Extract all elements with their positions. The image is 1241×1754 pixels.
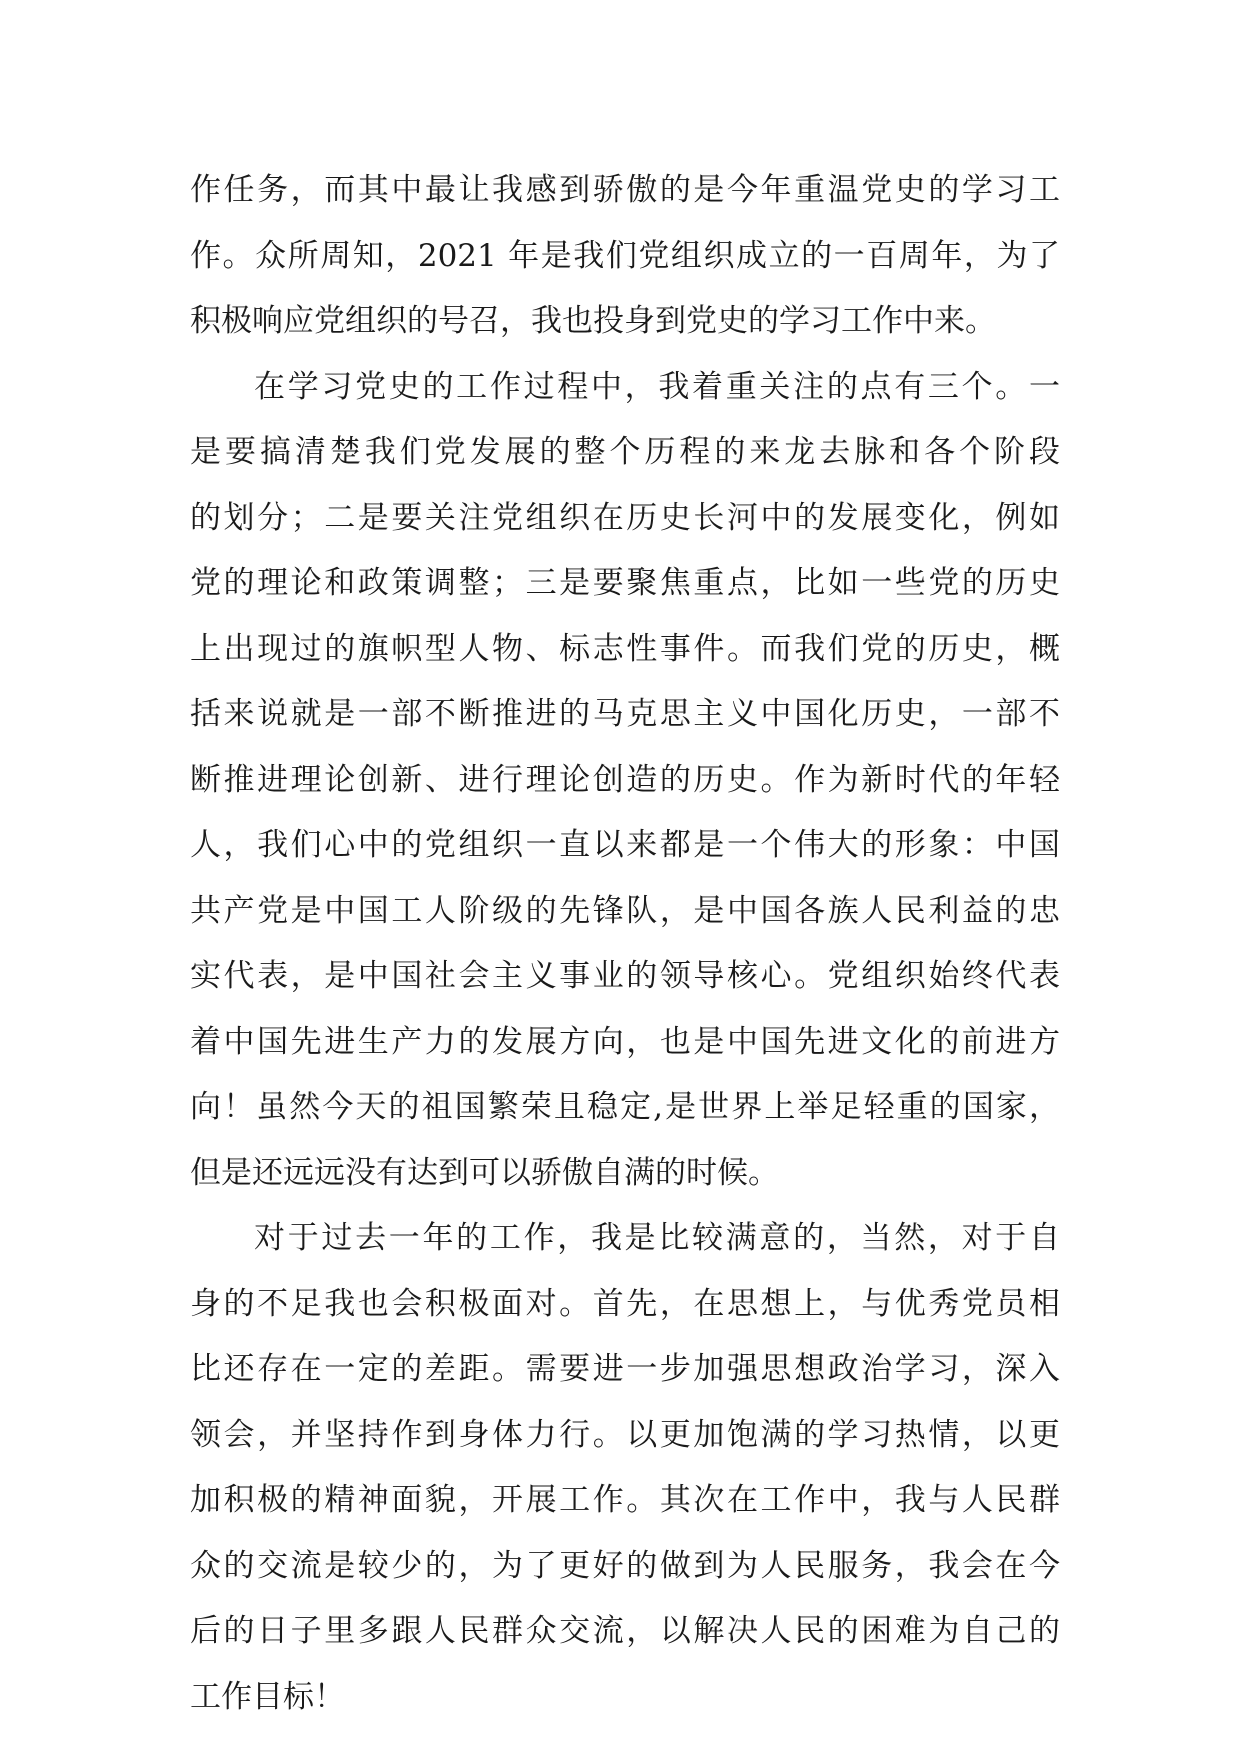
text-line: 众的交流是较少的，为了更好的做到为人民服务，我会在今: [190, 1547, 1060, 1584]
text-line: 作。众所周知，2021 年是我们党组织成立的一百周年，为了: [190, 237, 1060, 274]
text-line: 在学习党史的工作过程中，我着重关注的点有三个。一: [254, 368, 1060, 405]
text-line: 党的理论和政策调整；三是要聚焦重点，比如一些党的历史: [190, 565, 1060, 601]
text-line: 后的日子里多跟人民群众交流，以解决人民的困难为自己的: [190, 1613, 1060, 1649]
text-line: 向！虽然今天的祖国繁荣且稳定,是世界上举足轻重的国家，: [190, 1089, 1060, 1125]
text-line: 实代表，是中国社会主义事业的领导核心。党组织始终代表: [190, 958, 1060, 994]
text-line: 但是还远远没有达到可以骄傲自满的时候。: [190, 1154, 779, 1191]
text-line: 加积极的精神面貌，开展工作。其次在工作中，我与人民群: [190, 1482, 1060, 1518]
text-line: 括来说就是一部不断推进的马克思主义中国化历史，一部不: [190, 696, 1060, 732]
text-line: 人，我们心中的党组织一直以来都是一个伟大的形象：中国: [190, 827, 1060, 863]
text-line: 领会，并坚持作到身体力行。以更加饱满的学习热情，以更: [190, 1416, 1060, 1453]
text-line: 上出现过的旗帜型人物、标志性事件。而我们党的历史，概: [190, 630, 1060, 667]
text-line: 作任务，而其中最让我感到骄傲的是今年重温党史的学习工: [190, 172, 1060, 208]
text-line: 是要搞清楚我们党发展的整个历程的来龙去脉和各个阶段: [190, 434, 1060, 470]
text-line: 的划分；二是要关注党组织在历史长河中的发展变化，例如: [190, 499, 1060, 536]
document-body: [190, 158, 1060, 1730]
text-line: 共产党是中国工人阶级的先锋队，是中国各族人民利益的忠: [190, 892, 1060, 929]
text-line: 积极响应党组织的号召，我也投身到党史的学习工作中来。: [190, 303, 996, 339]
text-line: 工作目标！: [190, 1678, 345, 1715]
text-line: 比还存在一定的差距。需要进一步加强思想政治学习，深入: [190, 1351, 1060, 1387]
text-line: 断推进理论创新、进行理论创造的历史。作为新时代的年轻: [190, 761, 1060, 798]
text-line: 身的不足我也会积极面对。首先，在思想上，与优秀党员相: [190, 1285, 1060, 1322]
text-line: 着中国先进生产力的发展方向，也是中国先进文化的前进方: [190, 1023, 1060, 1060]
text-line: 对于过去一年的工作，我是比较满意的，当然，对于自: [254, 1220, 1060, 1256]
